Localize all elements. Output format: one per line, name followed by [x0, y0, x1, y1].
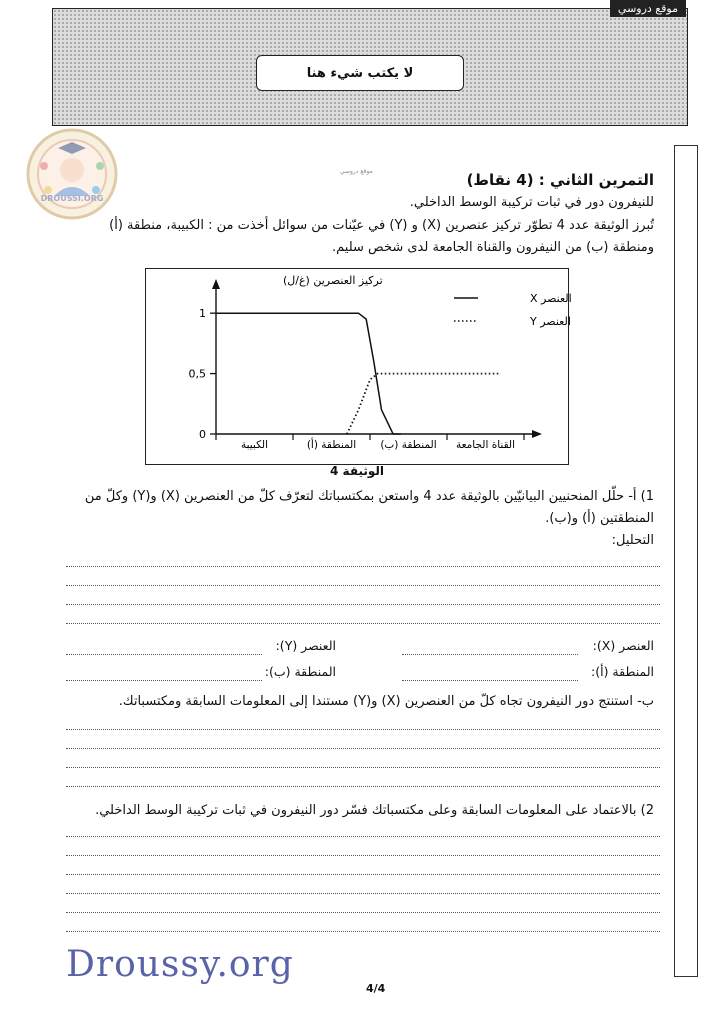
- y-axis-arrow-icon: [212, 279, 220, 289]
- zone-b-label: المنطقة (ب):: [264, 664, 336, 679]
- legend-y-label: العنصر Y: [530, 315, 571, 328]
- series-line-x: [216, 313, 401, 434]
- answer-line[interactable]: [66, 604, 660, 605]
- element-y-answer[interactable]: [66, 654, 262, 655]
- zone-a-answer[interactable]: [402, 680, 578, 681]
- chart-caption: الوثيقة 4: [330, 464, 384, 478]
- brand-watermark: Droussy.org: [66, 944, 294, 985]
- element-y-label: العنصر (Y):: [275, 638, 336, 653]
- document-description-line-1: تُبرز الوثيقة عدد 4 تطوّر تركيز عنصرين (X) و (Y) في عيّنات من سوائل أخذت من : الكبيبة، منطقة (أ): [109, 218, 654, 233]
- q1b-text: ب- استنتج دور النيفرون تجاه كلّ من العنصرين (X) و(Y) مستندا إلى المعلومات السابقة ومكتسباتك.: [118, 694, 654, 709]
- page-number: 4/4: [366, 982, 386, 995]
- answer-line[interactable]: [66, 893, 660, 894]
- chart-frame: [145, 268, 572, 465]
- document-description-line-2: ومنطقة (ب) من النيفرون والقناة الجامعة لدى شخص سليم.: [332, 240, 654, 255]
- answer-line[interactable]: [66, 786, 660, 787]
- element-x-label: العنصر (X):: [592, 638, 654, 653]
- y-tick-label: 1: [199, 307, 206, 321]
- exercise-title: التمرين الثاني : (4 نقاط): [466, 171, 654, 189]
- answer-line[interactable]: [66, 931, 660, 932]
- answer-line[interactable]: [66, 729, 660, 730]
- logo: [24, 126, 120, 222]
- y-tick-label: 0: [199, 428, 206, 441]
- answer-line[interactable]: [66, 836, 660, 837]
- answer-line[interactable]: [66, 874, 660, 875]
- x-segment-label: المنطقة (أ): [306, 439, 357, 451]
- x-segment-label: المنطقة (ب): [380, 439, 437, 451]
- x-segment-label: القناة الجامعة: [455, 439, 516, 451]
- y-axis-label: تركيز العنصرين (غ/ل): [283, 274, 383, 287]
- logo-emblem-icon: [24, 126, 120, 222]
- element-x-answer[interactable]: [402, 654, 578, 655]
- answer-line[interactable]: [66, 767, 660, 768]
- q2-text: 2) بالاعتماد على المعلومات السابقة وعلى مكتسباتك فسّر دور النيفرون في ثبات تركيبة الوسط الداخلي.: [95, 803, 654, 818]
- margin-frame: [674, 145, 698, 977]
- analysis-label: التحليل:: [611, 533, 654, 548]
- answer-line[interactable]: [66, 748, 660, 749]
- zone-b-answer[interactable]: [66, 680, 262, 681]
- q1a-text-line-1: 1) أ- حلّل المنحنيين البيانيّين بالوثيقة عدد 4 واستعن بمكتسباتك لتعرّف كلّ من العنصرين (X) و(Y) وكلّ من: [84, 489, 654, 504]
- answer-line[interactable]: [66, 912, 660, 913]
- site-tag: موقع دروسي: [610, 0, 686, 17]
- exercise-intro: للنيفرون دور في ثبات تركيبة الوسط الداخلي.: [409, 195, 654, 210]
- y-tick-label: 0,5: [188, 367, 206, 381]
- x-axis-arrow-icon: [532, 430, 542, 438]
- series-line-y: [347, 374, 501, 434]
- x-segment-label: الكبيبة: [240, 439, 269, 451]
- answer-line[interactable]: [66, 585, 660, 586]
- q1a-text-line-2: المنطقتين (أ) و(ب).: [545, 511, 654, 526]
- zone-a-label: المنطقة (أ):: [591, 664, 654, 679]
- no-write-box: لا يكتب شيء هنا: [256, 55, 464, 91]
- small-watermark: موقع دروسي: [340, 168, 373, 175]
- concentration-chart: [146, 269, 572, 464]
- answer-line[interactable]: [66, 855, 660, 856]
- legend-x-label: العنصر X: [530, 292, 572, 305]
- answer-line[interactable]: [66, 623, 660, 624]
- logo-text: DROUSSI.ORG: [40, 194, 104, 203]
- answer-line[interactable]: [66, 566, 660, 567]
